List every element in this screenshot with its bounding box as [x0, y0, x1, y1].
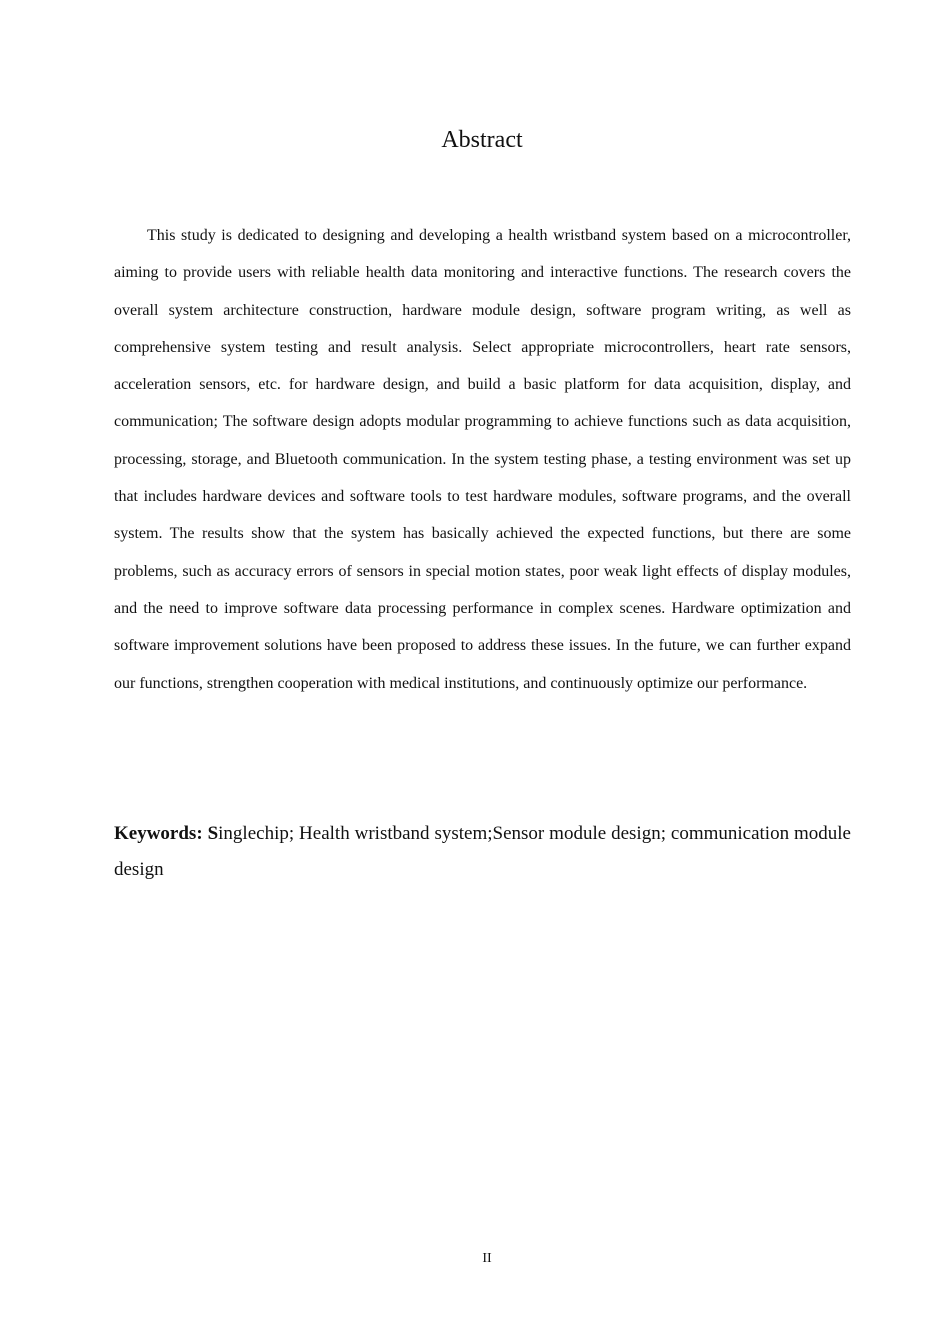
abstract-paragraph: This study is dedicated to designing and developing a health wristband system based on a microcontroller, aiming to provide users with reliable health data monitoring and interactive functions. The research covers the overall system architecture construction, hardware module design, software program writing, as well as comprehensive system testing and result analysis. Select appropriate microcontrollers, heart rate sensors, acceleration sensors, etc. for hardware design, and build a basic platform for data acquisition, display, and communication; The software design adopts modular programming to achieve functions such as data acquisition, processing, storage, and Bluetooth communication. In the system testing phase, a testing environment was set up that includes hardware devices and software tools to test hardware modules, software programs, and the overall system. The results show that the system has basically achieved the expected functions, but there are some problems, such as accuracy errors of sensors in special motion states, poor weak light effects of display modules, and the need to improve software data processing performance in complex scenes. Hardware optimization and software improvement solutions have been proposed to address these issues. In the future, we can further expand our functions, strengthen cooperation with medical institutions, and continuously optimize our performance. [114, 227, 851, 692]
keywords-line [114, 816, 851, 888]
keywords-label: Keywords: [114, 823, 203, 844]
page-number: II [482, 1251, 492, 1266]
keywords-first-letter: S [207, 823, 219, 844]
keywords-list: inglechip; Health wristband system;Sensor module design; communication module design [114, 823, 851, 880]
abstract-title: Abstract [441, 127, 523, 153]
